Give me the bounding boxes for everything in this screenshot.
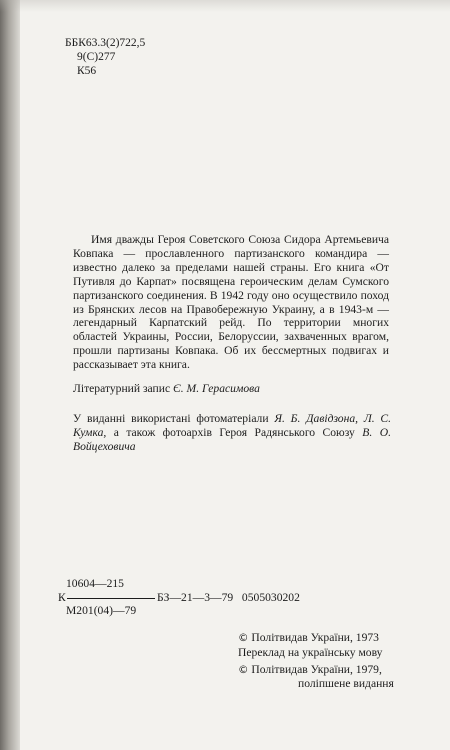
page-binding-edge	[0, 0, 20, 750]
library-classification	[65, 36, 145, 78]
copyright-text-3: Політвидав України, 1979,	[251, 662, 382, 676]
literary-credit-name: Є. М. Герасимова	[173, 382, 260, 395]
publication-imprint	[58, 577, 300, 618]
bbk-code: ББК63.3(2)722,5	[65, 37, 146, 49]
imprint-letter: К	[58, 590, 66, 604]
imprint-index-row	[58, 590, 300, 605]
photo-credit-name-3: В. О. Войцеховича	[73, 426, 391, 453]
copyright-line-2: Переклад на українську мову	[238, 645, 383, 659]
copyright-line-4: поліпшене видання	[298, 677, 394, 691]
copyright-block	[238, 631, 394, 691]
copyright-icon: ©	[238, 663, 249, 676]
photo-credits-intro: У виданні використані фотоматеріали	[73, 412, 269, 425]
photo-credits	[73, 412, 391, 454]
imprint-top-line: 10604—215	[66, 577, 124, 590]
copyright-text-1: Політвидав України, 1973	[251, 631, 379, 644]
copyright-icon: ©	[238, 632, 249, 644]
photo-credit-name-1: Я. Б. Давідзона,	[274, 412, 359, 425]
imprint-code: БЗ—21—3—79 0505030202	[157, 590, 300, 604]
photo-credits-archive: а також фотоархів Героя Радянського Союзу	[113, 426, 355, 439]
copyright-line-1	[238, 631, 394, 646]
imprint-bottom-line: М201(04)—79	[66, 604, 137, 617]
copyright-line-3	[238, 663, 394, 678]
literary-credit-label: Літературний запис	[73, 382, 171, 395]
udc-code: 9(С)277	[77, 51, 116, 63]
literary-credit	[73, 382, 393, 396]
author-mark: К56	[77, 65, 97, 77]
book-abstract: Имя дважды Героя Советского Союза Сидора Артемьевича Ковпака — прославленного партизанского командира — известно далеко за пределами нашей страны. Его книга «От Путивля до Карпат» посвящена героическим делам Сумского партизанского соединения. В 1942 году оно осуществило поход из Брянских лесов на Правобережную Украину, а в 1943-м — легендарный Карпатский рейд. По территории многих областей Украины, России, Белоруссии, захваченных врагом, прошли партизаны Ковпака. Об их бессмертных подвигах и рассказывает эта книга.	[73, 233, 389, 372]
photo-credit-name-2: Л. С. Кумка,	[73, 412, 392, 439]
imprint-fraction-rule	[67, 598, 155, 599]
page-top-shadow	[0, 0, 450, 12]
